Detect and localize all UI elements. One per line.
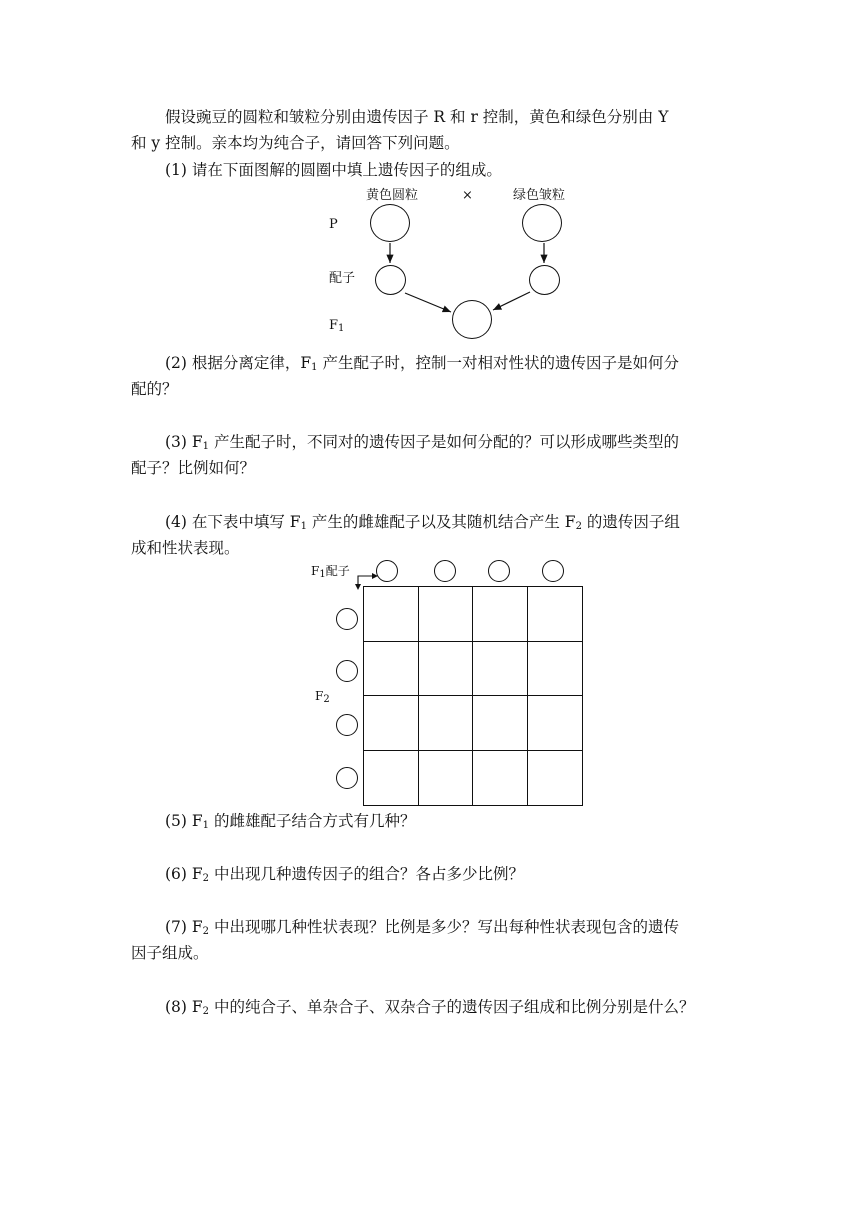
intro-line-1: 假设豌豆的圆粒和皱粒分别由遗传因子 R 和 r 控制，黄色和绿色分别由 Y: [165, 108, 669, 126]
row-label-p: P: [329, 217, 338, 232]
cross-sign: ×: [462, 188, 473, 203]
intro-line-2: 和 y 控制。亲本均为纯合子，请回答下列问题。: [131, 134, 460, 152]
question-5: (5) $F_1$ 的雌雄配子结合方式有几种？: [165, 812, 416, 831]
gamete-column-circle-2[interactable]: [434, 560, 456, 582]
question-4-line-1: (4) 在下表中填写 $F_1$ 产生的雌雄配子以及其随机结合产生 $F_2$ 的遗传因子组: [165, 513, 680, 532]
row-label-gamete: 配子: [329, 271, 356, 286]
grid-cell[interactable]: [419, 751, 474, 806]
grid-cell[interactable]: [419, 642, 474, 697]
grid-cell[interactable]: [528, 642, 583, 697]
gamete-row-circle-4[interactable]: [336, 767, 358, 789]
question-6: (6) $F_2$ 中出现几种遗传因子的组合？各占多少比例？: [165, 865, 524, 884]
corner-label-f1-gametes: $F_1$配子: [311, 564, 350, 580]
question-7-line-1: (7) $F_2$ 中出现哪几种性状表现？比例是多少？写出每种性状表现包含的遗传: [165, 918, 679, 937]
gamete-column-circle-3[interactable]: [488, 560, 510, 582]
grid-cell[interactable]: [364, 587, 419, 642]
parent-right-label: 绿色皱粒: [513, 188, 566, 203]
grid-cell[interactable]: [419, 587, 474, 642]
grid-cell[interactable]: [528, 751, 583, 806]
grid-cell[interactable]: [364, 642, 419, 697]
gamete-column-circle-4[interactable]: [542, 560, 564, 582]
question-8: (8) $F_2$ 中的纯合子、单杂合子、双杂合子的遗传因子组成和比例分别是什么？: [165, 998, 695, 1017]
grid-cell[interactable]: [364, 696, 419, 751]
gamete-column-circle-1[interactable]: [376, 560, 398, 582]
row-label-f1: $F_1$: [329, 318, 345, 334]
grid-cell[interactable]: [473, 696, 528, 751]
question-4-line-2: 成和性状表现。: [131, 539, 240, 557]
question-3-line-1: (3) $F_1$ 产生配子时，不同对的遗传因子是如何分配的？可以形成哪些类型的: [165, 433, 679, 452]
parent-left-label: 黄色圆粒: [366, 188, 419, 203]
gamete-row-circle-1[interactable]: [336, 608, 358, 630]
grid-cell[interactable]: [528, 696, 583, 751]
question-3-line-2: 配子？比例如何？: [131, 459, 256, 477]
question-1: (1) 请在下面图解的圆圈中填上遗传因子的组成。: [165, 161, 502, 179]
grid-cell[interactable]: [419, 696, 474, 751]
question-7-line-2: 因子组成。: [131, 944, 209, 962]
gamete-row-circle-3[interactable]: [336, 714, 358, 736]
grid-cell[interactable]: [473, 587, 528, 642]
question-2-line-1: (2) 根据分离定律，$F_1$ 产生配子时，控制一对相对性状的遗传因子是如何分: [165, 354, 679, 373]
punnett-grid: [363, 586, 583, 806]
gamete-row-circle-2[interactable]: [336, 660, 358, 682]
question-2-line-2: 配的？: [131, 380, 178, 398]
grid-cell[interactable]: [473, 642, 528, 697]
grid-cell[interactable]: [364, 751, 419, 806]
grid-cell[interactable]: [473, 751, 528, 806]
grid-cell[interactable]: [528, 587, 583, 642]
side-label-f2: $F_2$: [315, 689, 330, 705]
